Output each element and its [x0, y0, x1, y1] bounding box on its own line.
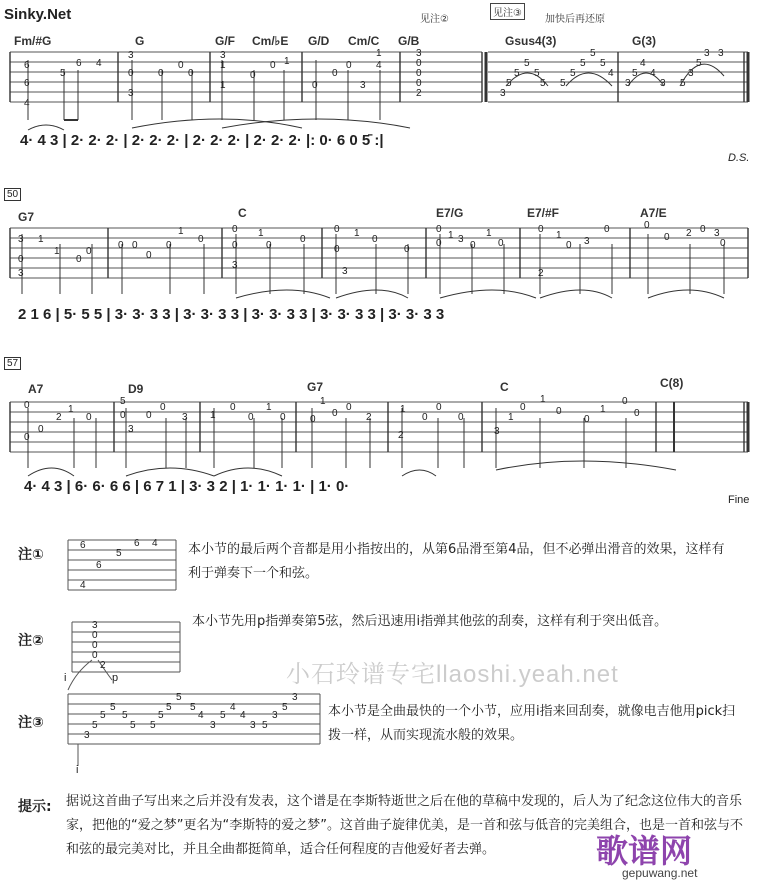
svg-text:3: 3 — [292, 692, 298, 703]
svg-text:0: 0 — [334, 224, 340, 235]
svg-text:5: 5 — [282, 702, 288, 713]
svg-text:5: 5 — [92, 720, 98, 731]
svg-text:0: 0 — [18, 254, 24, 265]
bar-number-57: 57 — [4, 357, 21, 370]
svg-text:0: 0 — [622, 396, 628, 407]
svg-text:4: 4 — [230, 702, 236, 713]
svg-text:0: 0 — [166, 240, 172, 251]
chord-e7-fs: E7/#F — [527, 206, 560, 220]
chord-gsus4: Gsus4(3) — [505, 34, 557, 48]
svg-text:5: 5 — [534, 68, 540, 79]
svg-text:0: 0 — [92, 650, 98, 661]
svg-text:0: 0 — [372, 234, 378, 245]
svg-text:4: 4 — [240, 710, 246, 721]
svg-text:3: 3 — [704, 48, 710, 59]
svg-text:0: 0 — [346, 60, 352, 71]
finger-i-label-2: i — [76, 764, 79, 776]
svg-text:0: 0 — [644, 220, 650, 231]
svg-text:3: 3 — [500, 88, 506, 99]
svg-text:0: 0 — [24, 432, 30, 443]
svg-text:5: 5 — [540, 78, 546, 89]
svg-text:3: 3 — [210, 720, 216, 731]
svg-text:0: 0 — [250, 70, 256, 81]
svg-text:0: 0 — [178, 60, 184, 71]
svg-text:0: 0 — [232, 224, 238, 235]
tip-label: 提示: — [18, 799, 52, 815]
svg-text:0: 0 — [158, 68, 164, 79]
svg-text:0: 0 — [332, 408, 338, 419]
finger-i-label: i — [64, 672, 67, 684]
svg-text:5: 5 — [580, 58, 586, 69]
note-1-label: 注① — [18, 547, 44, 563]
chord-d9: D9 — [128, 382, 144, 396]
svg-text:5: 5 — [130, 720, 136, 731]
ds-marker: D.S. — [728, 152, 750, 164]
svg-text:1: 1 — [258, 228, 264, 239]
svg-text:5: 5 — [190, 702, 196, 713]
svg-text:5: 5 — [100, 710, 106, 721]
svg-text:6: 6 — [96, 560, 102, 571]
row1-bass: 4· 4 3 | 2· 2· 2· | 2· 2· 2· | 2· 2· 2· | 2· 2· 2· |: 0· 6 0 5̄ :| — [20, 132, 384, 149]
svg-text:0: 0 — [76, 254, 82, 265]
svg-text:4: 4 — [640, 58, 646, 69]
svg-text:0: 0 — [146, 410, 152, 421]
svg-text:4: 4 — [650, 68, 656, 79]
chord-c-r3: C — [500, 380, 509, 394]
speed-note: 加快后再还原 — [545, 14, 605, 25]
svg-text:2: 2 — [538, 268, 544, 279]
svg-text:0: 0 — [584, 414, 590, 425]
svg-text:1: 1 — [556, 230, 562, 241]
svg-text:6: 6 — [134, 538, 140, 549]
bar-number-50: 50 — [4, 188, 21, 201]
note-1-text: 本小节的最后两个音都是用小指按出的，从第6品滑至第4品，但不必弹出滑音的效果，这样有利于弹奏下一个和弦。 — [188, 542, 725, 581]
svg-text:4: 4 — [608, 68, 614, 79]
svg-text:4: 4 — [376, 60, 382, 71]
svg-text:0: 0 — [470, 240, 476, 251]
svg-text:0: 0 — [556, 406, 562, 417]
svg-text:0: 0 — [232, 240, 238, 251]
svg-text:0: 0 — [86, 412, 92, 423]
svg-text:0: 0 — [404, 244, 410, 255]
svg-text:6: 6 — [76, 58, 82, 69]
svg-text:0: 0 — [538, 224, 544, 235]
svg-text:0: 0 — [566, 240, 572, 251]
svg-text:0: 0 — [160, 402, 166, 413]
svg-text:5: 5 — [570, 68, 576, 79]
note-3-text: 本小节是全曲最快的一个小节，应用i指来回刮奏，就像电吉他用pick扫拨一样，从而实现流水般的效果。 — [328, 704, 736, 743]
chord-fm-g: Fm/#G — [14, 34, 52, 48]
svg-text:5: 5 — [524, 58, 530, 69]
note-2-label: 注② — [18, 633, 44, 649]
tip-text: 据说这首曲子写出来之后并没有发表，这个谱是在李斯特逝世之后在他的草稿中发现的，后人为了纪念这位伟大的音乐家，把他的“爱之梦”更名为“李斯特的爱之梦”。这首曲子旋律优美，是一首和弦与低音的完美组合，也是一首和弦与不和弦的最完美对比，并且全曲都挺简单，适合任何程度的吉他爱好者去弹。 — [66, 794, 743, 857]
svg-text:3: 3 — [92, 620, 98, 631]
svg-text:0: 0 — [266, 240, 272, 251]
chord-g3: G(3) — [632, 34, 656, 48]
svg-text:0: 0 — [132, 240, 138, 251]
note-3-label: 注③ — [18, 715, 44, 731]
svg-text:0: 0 — [416, 78, 422, 89]
svg-text:0: 0 — [634, 408, 640, 419]
svg-text:0: 0 — [520, 402, 526, 413]
chord-a7: A7 — [28, 382, 44, 396]
svg-text:3: 3 — [458, 234, 464, 245]
svg-text:0: 0 — [604, 224, 610, 235]
svg-text:5: 5 — [110, 702, 116, 713]
svg-text:0: 0 — [458, 412, 464, 423]
svg-text:6: 6 — [80, 540, 86, 551]
svg-text:3: 3 — [688, 68, 694, 79]
svg-text:5: 5 — [60, 68, 66, 79]
svg-text:0: 0 — [118, 240, 124, 251]
svg-text:1: 1 — [54, 246, 60, 257]
svg-text:1: 1 — [354, 228, 360, 239]
gepuwang-logo: 歌谱网 — [596, 832, 693, 870]
see-note-2: 见注② — [420, 14, 449, 25]
svg-text:4: 4 — [198, 710, 204, 721]
svg-text:1: 1 — [320, 396, 326, 407]
svg-text:0: 0 — [146, 250, 152, 261]
svg-text:0: 0 — [24, 400, 30, 411]
svg-text:0: 0 — [310, 414, 316, 425]
svg-text:1: 1 — [178, 226, 184, 237]
svg-text:0: 0 — [422, 412, 428, 423]
svg-text:0: 0 — [720, 238, 726, 249]
svg-text:2: 2 — [686, 228, 692, 239]
svg-text:4: 4 — [80, 580, 86, 591]
svg-text:0: 0 — [188, 68, 194, 79]
svg-text:5: 5 — [680, 78, 686, 89]
chord-g-d: G/D — [308, 34, 330, 48]
chord-g-b: G/B — [398, 34, 420, 48]
svg-text:5: 5 — [506, 78, 512, 89]
svg-text:0: 0 — [700, 224, 706, 235]
svg-text:2: 2 — [366, 412, 372, 423]
chord-c: C — [238, 206, 247, 220]
svg-text:5: 5 — [176, 692, 182, 703]
svg-text:1: 1 — [400, 404, 406, 415]
svg-text:5: 5 — [116, 548, 122, 559]
svg-text:3: 3 — [714, 228, 720, 239]
svg-text:1: 1 — [266, 402, 272, 413]
svg-text:2: 2 — [398, 430, 404, 441]
svg-text:4: 4 — [24, 98, 30, 109]
svg-text:5: 5 — [120, 396, 126, 407]
svg-text:3: 3 — [18, 234, 24, 245]
svg-text:5: 5 — [122, 710, 128, 721]
svg-text:0: 0 — [312, 80, 318, 91]
svg-text:0: 0 — [334, 244, 340, 255]
fine-marker: Fine — [728, 494, 750, 506]
svg-text:5: 5 — [696, 58, 702, 69]
svg-text:1: 1 — [220, 60, 226, 71]
svg-text:3: 3 — [272, 710, 278, 721]
svg-text:5: 5 — [150, 720, 156, 731]
gepuwang-url: gepuwang.net — [622, 866, 698, 880]
svg-text:0: 0 — [86, 246, 92, 257]
svg-text:1: 1 — [376, 48, 382, 59]
svg-text:1: 1 — [508, 412, 514, 423]
svg-text:2: 2 — [416, 88, 422, 99]
svg-text:5: 5 — [632, 68, 638, 79]
svg-text:5: 5 — [560, 78, 566, 89]
svg-text:3: 3 — [84, 730, 90, 741]
svg-text:0: 0 — [416, 58, 422, 69]
svg-text:0: 0 — [92, 640, 98, 651]
svg-text:0: 0 — [128, 68, 134, 79]
svg-text:0: 0 — [198, 234, 204, 245]
svg-text:0: 0 — [300, 234, 306, 245]
svg-text:3: 3 — [494, 426, 500, 437]
svg-text:0: 0 — [248, 412, 254, 423]
row2-bass: 2 1 6 | 5· 5 5 | 3· 3· 3 3 | 3· 3· 3 3 | 3· 3· 3 3 | 3· 3· 3 3 | 3· 3· 3 3 — [18, 306, 445, 323]
svg-text:1: 1 — [284, 56, 290, 67]
svg-text:0: 0 — [332, 68, 338, 79]
svg-text:0: 0 — [280, 412, 286, 423]
finger-p-label: p — [112, 672, 119, 684]
chord-a7-e: A7/E — [640, 206, 667, 220]
svg-text:6: 6 — [24, 78, 30, 89]
svg-text:0: 0 — [436, 224, 442, 235]
svg-text:3: 3 — [128, 50, 134, 61]
svg-text:0: 0 — [436, 402, 442, 413]
svg-text:0: 0 — [436, 238, 442, 249]
svg-text:3: 3 — [18, 268, 24, 279]
chord-e7-g: E7/G — [436, 206, 464, 220]
svg-text:1: 1 — [600, 404, 606, 415]
svg-text:2: 2 — [100, 660, 106, 671]
svg-text:3: 3 — [220, 50, 226, 61]
svg-text:5: 5 — [514, 68, 520, 79]
chord-g7: G7 — [18, 210, 35, 224]
svg-text:3: 3 — [250, 720, 256, 731]
svg-text:5: 5 — [262, 720, 268, 731]
row3-bass: 4· 4 3 | 6· 6· 6 6 | 6 7 1 | 3· 3 2 | 1· 1· 1· 1· | 1· 0· — [24, 478, 350, 495]
svg-text:5: 5 — [600, 58, 606, 69]
chord-c8: C(8) — [660, 376, 684, 390]
svg-text:3: 3 — [128, 424, 134, 435]
chord-g-f: G/F — [215, 34, 235, 48]
svg-text:5: 5 — [590, 48, 596, 59]
svg-text:6: 6 — [24, 60, 30, 71]
svg-text:0: 0 — [230, 402, 236, 413]
svg-text:1: 1 — [486, 228, 492, 239]
site-title: Sinky.Net — [4, 6, 72, 23]
watermark: 小石玲谱专宅llaoshi.yeah.net — [286, 661, 619, 688]
svg-text:3: 3 — [182, 412, 188, 423]
see-note-3: 见注③ — [490, 3, 525, 20]
svg-text:1: 1 — [220, 80, 226, 91]
svg-text:3: 3 — [360, 80, 366, 91]
svg-text:3: 3 — [625, 78, 631, 89]
svg-text:4: 4 — [152, 538, 158, 549]
svg-text:1: 1 — [38, 234, 44, 245]
chord-cm-c: Cm/C — [348, 34, 380, 48]
svg-text:3: 3 — [416, 48, 422, 59]
svg-text:1: 1 — [448, 230, 454, 241]
svg-text:1: 1 — [540, 394, 546, 405]
svg-text:0: 0 — [38, 424, 44, 435]
svg-text:5: 5 — [158, 710, 164, 721]
svg-text:2: 2 — [56, 412, 62, 423]
note-2-text: 本小节先用p指弹奏第5弦，然后迅速用i指弹其他弦的刮奏，这样有利于突出低音。 — [192, 614, 668, 629]
chord-g7-r3: G7 — [307, 380, 324, 394]
svg-text:5: 5 — [220, 710, 226, 721]
svg-text:3: 3 — [128, 88, 134, 99]
svg-text:0: 0 — [120, 410, 126, 421]
svg-text:1: 1 — [210, 410, 216, 421]
svg-text:0: 0 — [416, 68, 422, 79]
svg-text:3: 3 — [584, 236, 590, 247]
svg-text:3: 3 — [232, 260, 238, 271]
svg-text:3: 3 — [342, 266, 348, 277]
svg-text:3: 3 — [718, 48, 724, 59]
svg-text:3: 3 — [660, 78, 666, 89]
chord-cm-eb: Cm/♭E — [252, 34, 289, 48]
svg-text:5: 5 — [166, 702, 172, 713]
svg-text:1: 1 — [68, 404, 74, 415]
svg-text:0: 0 — [664, 232, 670, 243]
chord-g: G — [135, 34, 145, 48]
svg-text:0: 0 — [270, 60, 276, 71]
svg-text:4: 4 — [96, 58, 102, 69]
svg-text:0: 0 — [92, 630, 98, 641]
svg-text:0: 0 — [346, 402, 352, 413]
svg-text:0: 0 — [498, 238, 504, 249]
